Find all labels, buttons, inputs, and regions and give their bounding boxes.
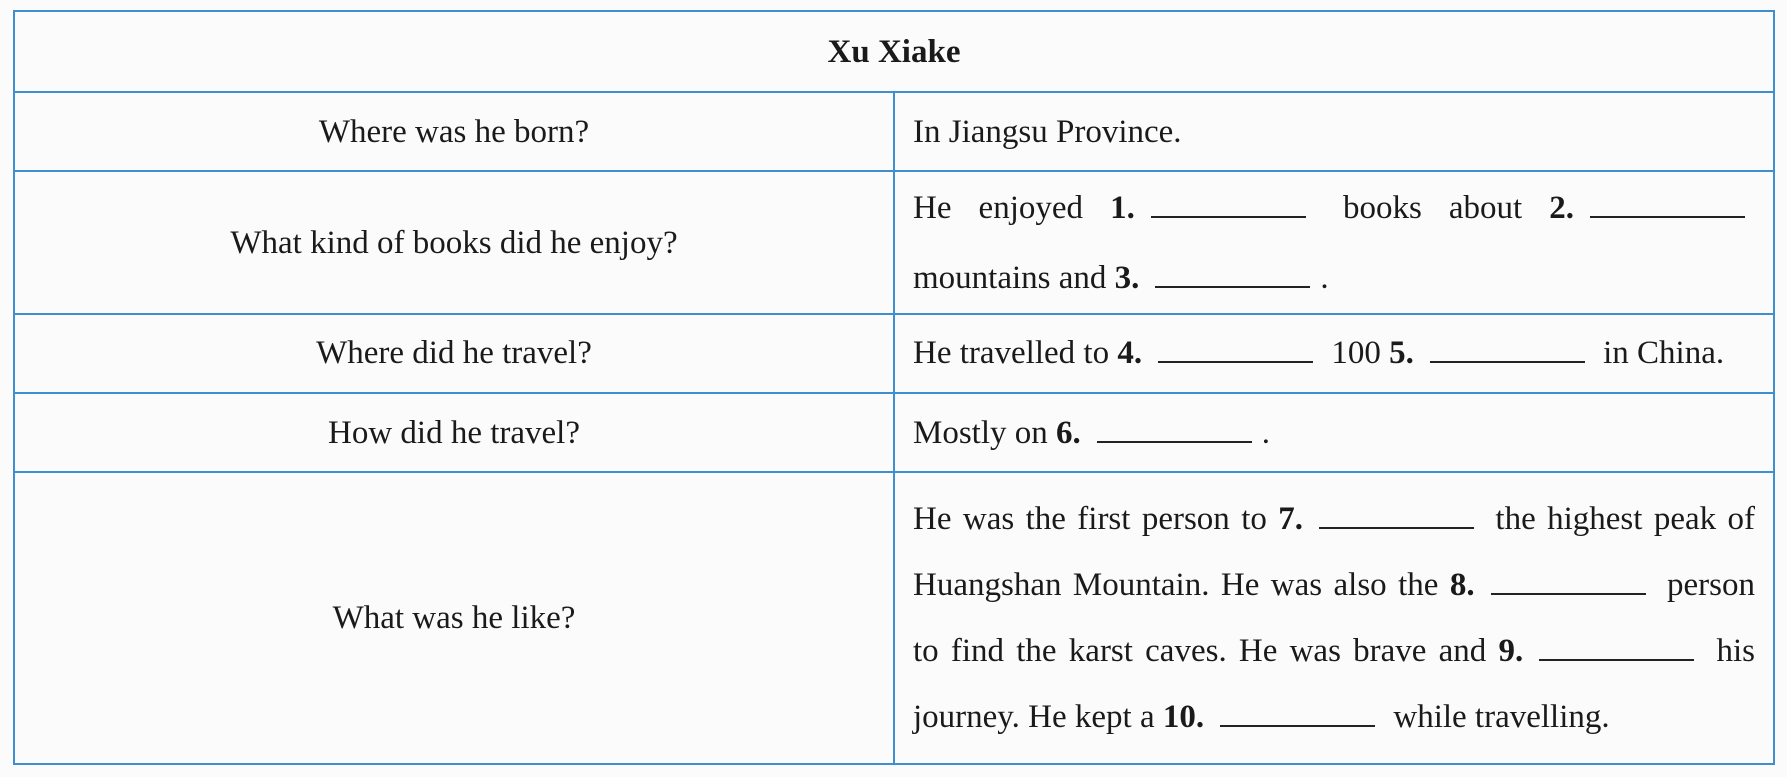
answer-text: books about — [1342, 189, 1523, 226]
answer-cell — [894, 393, 1774, 472]
blank-line[interactable] — [1151, 215, 1306, 218]
answer-text: in China. — [1603, 335, 1725, 372]
blank-number: 5. — [1389, 335, 1414, 372]
blank-number: 6. — [1056, 414, 1081, 451]
table-title: Xu Xiake — [14, 11, 1774, 92]
answer-text: the highest peak of Huangshan Mountain. He was also the — [913, 501, 1755, 604]
blank-number: 1. — [1110, 189, 1135, 226]
blank-line[interactable] — [1220, 724, 1375, 727]
question-cell: What kind of books did he enjoy? — [14, 171, 894, 313]
question-cell: Where did he travel? — [14, 314, 894, 393]
answer-cell — [894, 314, 1774, 393]
answer-text: Mostly on — [913, 414, 1048, 451]
question-cell: Where was he born? — [14, 92, 894, 171]
blank-line[interactable] — [1590, 215, 1745, 218]
blank-number: 2. — [1549, 189, 1574, 226]
table-row — [14, 171, 1774, 313]
blank-line[interactable] — [1539, 658, 1694, 661]
question-cell: What was he like? — [14, 472, 894, 764]
worksheet — [13, 10, 1775, 765]
blank-line[interactable] — [1491, 592, 1646, 595]
answer-text: He travelled to — [913, 335, 1110, 372]
blank-line[interactable] — [1319, 526, 1474, 529]
answer-text: 100 — [1331, 335, 1381, 372]
answer-text: In Jiangsu Province. — [913, 113, 1182, 150]
blank-number: 4. — [1117, 335, 1143, 372]
answer-cell — [894, 171, 1774, 313]
answer-text: . — [1320, 259, 1329, 296]
blank-number: 3. — [1114, 259, 1140, 296]
blank-line[interactable] — [1158, 360, 1313, 363]
blank-number: 10. — [1162, 699, 1205, 736]
xu-xiake-table — [13, 10, 1775, 765]
answer-text: mountains and — [913, 259, 1107, 296]
answer-text: He was the first person to — [913, 501, 1267, 538]
blank-line[interactable] — [1097, 440, 1252, 443]
answer-text: person to find the karst caves. He was brave and — [913, 567, 1755, 670]
answer-text: . — [1261, 414, 1271, 451]
table-row — [14, 393, 1774, 472]
answer-text: He enjoyed — [913, 189, 1084, 226]
answer-text: his journey. He kept a — [913, 633, 1755, 736]
answer-cell — [894, 92, 1774, 171]
blank-number: 9. — [1498, 633, 1524, 670]
table-row — [14, 314, 1774, 393]
question-cell: How did he travel? — [14, 393, 894, 472]
answer-text: while travelling. — [1393, 699, 1610, 736]
blank-line[interactable] — [1155, 285, 1310, 288]
blank-line[interactable] — [1430, 360, 1585, 363]
blank-number: 8. — [1449, 567, 1475, 604]
answer-cell — [894, 472, 1774, 764]
blank-number: 7. — [1278, 501, 1304, 538]
table-row — [14, 472, 1774, 764]
table-row — [14, 92, 1774, 171]
